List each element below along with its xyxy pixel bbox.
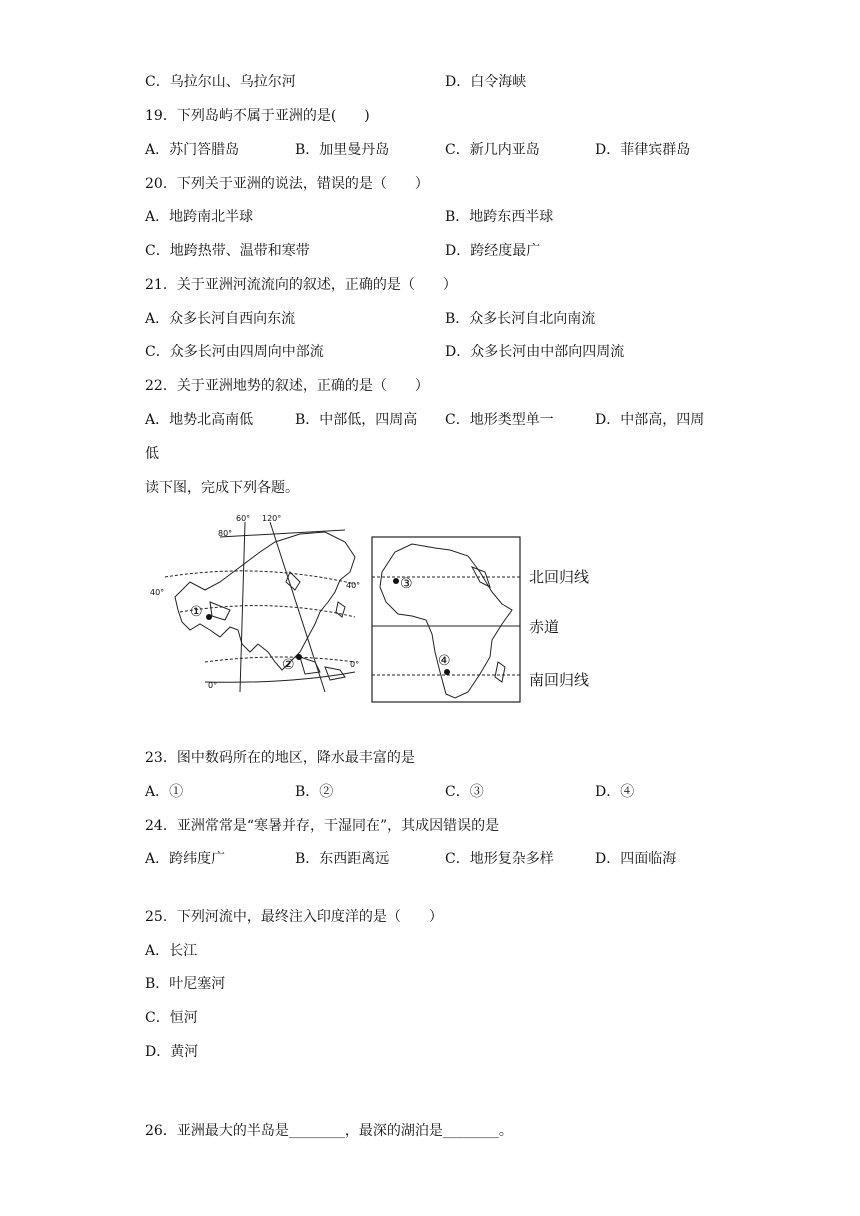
q25-option-a: A．长江 bbox=[145, 943, 198, 959]
q24-option-a: A．跨纬度广 bbox=[145, 851, 226, 867]
q21-option-c: C．众多长河由四周向中部流 bbox=[145, 344, 324, 360]
q19-option-c: C．新几内亚岛 bbox=[445, 142, 540, 158]
asia-labels bbox=[150, 514, 360, 690]
equator-label: 赤道 bbox=[529, 618, 560, 636]
q19-stem: 19．下列岛屿不属于亚洲的是( ) bbox=[145, 108, 370, 124]
point-2-dot bbox=[296, 654, 302, 660]
point-1-label: ① bbox=[190, 604, 203, 620]
q22-option-c: C．地形类型单一 bbox=[445, 412, 554, 428]
q20-stem: 20．下列关于亚洲的说法，错误的是（ ） bbox=[145, 176, 429, 192]
meridian-60-line bbox=[240, 522, 245, 692]
q26-stem: 26．亚洲最大的半岛是________，最深的湖泊是________。 bbox=[145, 1123, 513, 1139]
lat-mid-curve bbox=[180, 606, 355, 617]
africa-frame bbox=[372, 537, 520, 702]
equator-curve bbox=[205, 672, 355, 682]
q19-option-b: B．加里曼丹岛 bbox=[295, 142, 390, 158]
q24-option-d: D．四面临海 bbox=[595, 851, 677, 867]
point-2-label: ② bbox=[282, 657, 295, 673]
q23-option-b: B．② bbox=[295, 784, 334, 800]
africa-map bbox=[372, 544, 520, 698]
lat-0-left-label: 0° bbox=[208, 681, 218, 690]
q20-option-a: A．地跨南北半球 bbox=[145, 209, 254, 225]
lat-0-right-label: 0° bbox=[350, 660, 360, 669]
q23-option-a: A．① bbox=[145, 784, 184, 800]
q20-option-b: B．地跨东西半球 bbox=[445, 209, 554, 225]
lat-40-right-label: 40° bbox=[346, 581, 361, 590]
caspian-shape bbox=[210, 602, 230, 620]
q18-option-c: C．乌拉尔山、乌拉尔河 bbox=[145, 74, 296, 90]
map-svg bbox=[150, 512, 600, 707]
map-instruction: 读下图，完成下列各题。 bbox=[145, 480, 299, 496]
q22-option-a: A．地势北高南低 bbox=[145, 412, 254, 428]
q25-option-c: C．恒河 bbox=[145, 1010, 198, 1026]
q21-option-a: A．众多长河自西向东流 bbox=[145, 311, 296, 327]
q24-stem: 24．亚洲常常是“寒暑并存，干湿同在”，其成因错误的是 bbox=[145, 818, 500, 834]
q23-option-c: C．③ bbox=[445, 784, 484, 800]
japan-shape bbox=[336, 602, 345, 617]
tropic-n-label: 北回归线 bbox=[529, 568, 590, 586]
parallel-80-line bbox=[220, 530, 345, 537]
q22-option-d: D．中部高，四周 bbox=[595, 412, 705, 428]
q18-option-d: D．白令海峡 bbox=[445, 74, 527, 90]
map-figure bbox=[150, 512, 600, 707]
q23-stem: 23．图中数码所在的地区，降水最丰富的是 bbox=[145, 750, 415, 766]
mongolia-shape bbox=[286, 572, 300, 590]
q19-option-d: D．菲律宾群岛 bbox=[595, 142, 691, 158]
lat-40-curve bbox=[165, 571, 355, 584]
q25-option-b: B．叶尼塞河 bbox=[145, 976, 226, 992]
q25-stem: 25．下列河流中，最终注入印度洋的是（ ） bbox=[145, 909, 443, 925]
lon-120-label: 120° bbox=[262, 514, 282, 523]
q20-option-c: C．地跨热带、温带和寒带 bbox=[145, 243, 310, 259]
lon-60-label: 60° bbox=[236, 514, 251, 523]
q20-option-d: D．跨经度最广 bbox=[445, 243, 541, 259]
q23-option-d: D．④ bbox=[595, 784, 635, 800]
q22-option-d-wrap: 低 bbox=[145, 446, 159, 462]
q21-stem: 21．关于亚洲河流流向的叙述，正确的是（ ） bbox=[145, 277, 457, 293]
madagascar-shape bbox=[495, 662, 505, 682]
q25-option-d: D．黄河 bbox=[145, 1044, 199, 1060]
q24-option-b: B．东西距离远 bbox=[295, 851, 390, 867]
island-shape-2 bbox=[325, 667, 345, 680]
q19-option-a: A．苏门答腊岛 bbox=[145, 142, 240, 158]
q21-option-b: B．众多长河自北向南流 bbox=[445, 311, 596, 327]
island-shape bbox=[300, 657, 320, 674]
q21-option-d: D．众多长河由中部向四周流 bbox=[445, 344, 625, 360]
point-3-dot bbox=[393, 578, 399, 584]
point-4-dot bbox=[444, 669, 450, 675]
lat-80-label: 80° bbox=[218, 529, 233, 538]
q22-option-b: B．中部低，四周高 bbox=[295, 412, 418, 428]
point-1-dot bbox=[206, 614, 212, 620]
point-4-label: ④ bbox=[438, 653, 451, 669]
lat-40-left-label: 40° bbox=[150, 588, 165, 597]
tropic-s-label: 南回归线 bbox=[529, 671, 590, 689]
lat-low-curve bbox=[205, 657, 355, 662]
point-3-label: ③ bbox=[400, 576, 413, 592]
q22-stem: 22．关于亚洲地势的叙述，正确的是（ ） bbox=[145, 378, 429, 394]
asia-outline bbox=[175, 532, 355, 670]
q24-option-c: C．地形复杂多样 bbox=[445, 851, 554, 867]
